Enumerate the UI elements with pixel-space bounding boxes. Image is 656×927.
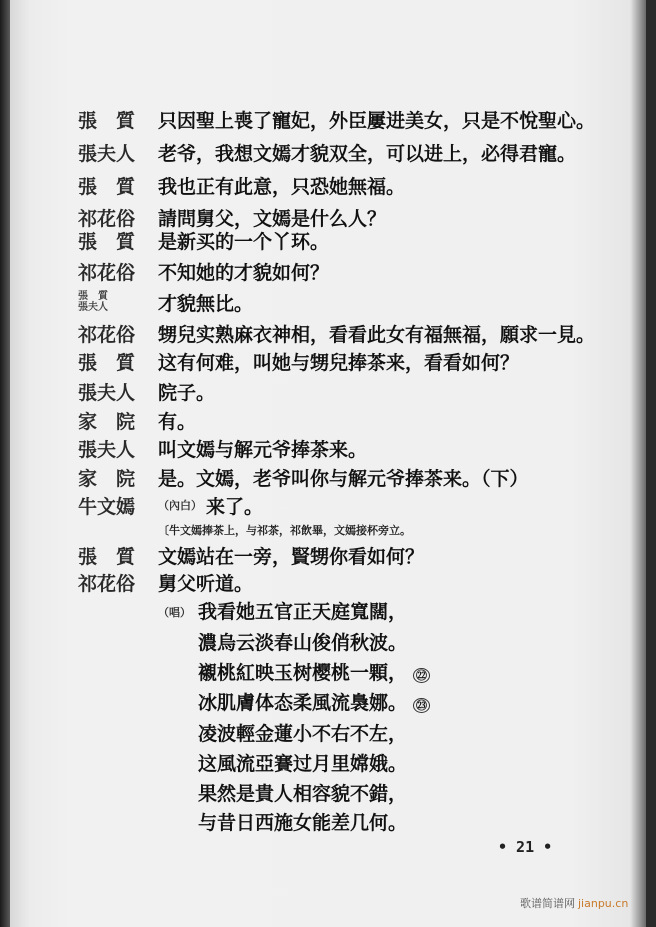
aside-note: （內白） <box>158 499 202 512</box>
dialogue-line <box>78 567 253 597</box>
speech-text: 不知她的才貌如何？ <box>158 261 330 284</box>
dialogue-line <box>78 433 367 463</box>
verse-text: 襯桃紅映玉树樱桃一顆， <box>198 662 408 684</box>
speech-text: 这有何难，叫她与甥兒捧茶来，看看如何？ <box>158 351 520 374</box>
speech-text: 有。 <box>158 410 197 433</box>
speech-text: 請問舅父，文嫣是什么人？ <box>158 207 387 230</box>
speaker-name: 張 質 <box>78 175 136 198</box>
verse-line: 濃烏云淡春山俊俏秋波。 <box>198 632 408 654</box>
dialogue-line <box>78 540 424 570</box>
speaker-name: 張 質 <box>78 230 136 253</box>
dialogue-line <box>78 318 595 348</box>
verse-line: 我看她五官正天庭寬闊， <box>198 601 408 623</box>
dialogue-line <box>78 104 595 134</box>
speech-text: 是。文嫣，老爷叫你与解元爷捧茶来。（下） <box>158 467 529 490</box>
speech-text: 老爷，我想文嫣才貌双全，可以进上，必得君寵。 <box>158 142 577 165</box>
speaker-name: 祁花俗 <box>78 261 136 284</box>
speaker-name: 張夫人 <box>78 142 136 165</box>
dialogue-line <box>78 462 529 492</box>
dialogue-line <box>78 137 576 167</box>
speaker-name: 家 院 <box>78 467 136 490</box>
book-spine-shadow <box>0 0 10 927</box>
speech-text: 只因聖上喪了寵妃，外臣屢进美女，只是不悅聖心。 <box>158 109 596 132</box>
book-page <box>10 0 646 927</box>
verse-line: 凌波輕金蓮小不右不左， <box>198 723 408 745</box>
speaker-name: 張 質 <box>78 109 136 132</box>
speaker-name: 張 質 <box>78 351 136 374</box>
watermark-en: jianpu.cn <box>578 897 629 910</box>
stage-direction: 〔牛文嫣捧茶上，与祁茶，祁飲畢，文嫣接杯旁立。 <box>158 524 411 537</box>
dialogue-line <box>78 405 196 435</box>
speaker-name: 祁花俗 <box>78 572 136 595</box>
speech-text: 舅父听道。 <box>158 572 254 595</box>
footnote-marker: ㉒ <box>413 668 430 683</box>
verse-line: 这風流亞賽过月里嫦娥。 <box>198 753 408 775</box>
speaker-name: 家 院 <box>78 410 136 433</box>
speech-text: 我也正有此意，只恐她無福。 <box>158 175 406 198</box>
speech-text: 院子。 <box>158 381 216 404</box>
dialogue-line <box>78 287 253 317</box>
speaker-name: 張夫人 <box>78 438 136 461</box>
dialogue-line <box>78 225 329 255</box>
watermark-cn: 歌谱简谱网 <box>520 897 575 910</box>
page-number: • 21 • <box>498 838 553 856</box>
verse-line: 果然是貴人相容貌不錯， <box>198 783 408 805</box>
speaker-name: 張 質 <box>78 545 136 568</box>
dialogue-line <box>78 170 405 200</box>
sing-mark: （唱） <box>158 606 191 619</box>
speaker-name: 祁花俗 <box>78 323 136 346</box>
speaker-name-dual <box>78 291 146 313</box>
dialogue-line <box>78 490 263 520</box>
speech-text: 叫文嫣与解元爷捧茶来。 <box>158 438 368 461</box>
watermark <box>520 895 628 911</box>
verse-line: 与昔日西施女能差几何。 <box>198 812 408 834</box>
speaker-name: 祁花俗 <box>78 207 136 230</box>
speech-text: 文嫣站在一旁，賢甥你看如何？ <box>158 545 425 568</box>
speaker-name: 牛文嫣 <box>78 495 136 518</box>
speaker-name: 張夫人 <box>78 381 136 404</box>
verse-line <box>198 658 430 685</box>
dialogue-line <box>78 256 329 286</box>
footnote-marker: ㉓ <box>413 698 430 713</box>
speech-text: 来了。 <box>206 495 264 518</box>
dialogue-line <box>78 346 519 376</box>
speech-text: 才貌無比。 <box>158 292 254 315</box>
dialogue-line <box>78 376 215 406</box>
speech-text: 是新买的一个丫环。 <box>158 230 330 253</box>
speaker-top: 張 質 <box>78 291 108 302</box>
speaker-bottom: 張夫人 <box>78 302 108 313</box>
verse-line <box>198 688 430 715</box>
verse-text: 冰肌膚体态柔風流裊娜。 <box>198 692 408 714</box>
speech-text: 甥兒实熟麻衣神相，看看此女有福無福，願求一見。 <box>158 323 596 346</box>
